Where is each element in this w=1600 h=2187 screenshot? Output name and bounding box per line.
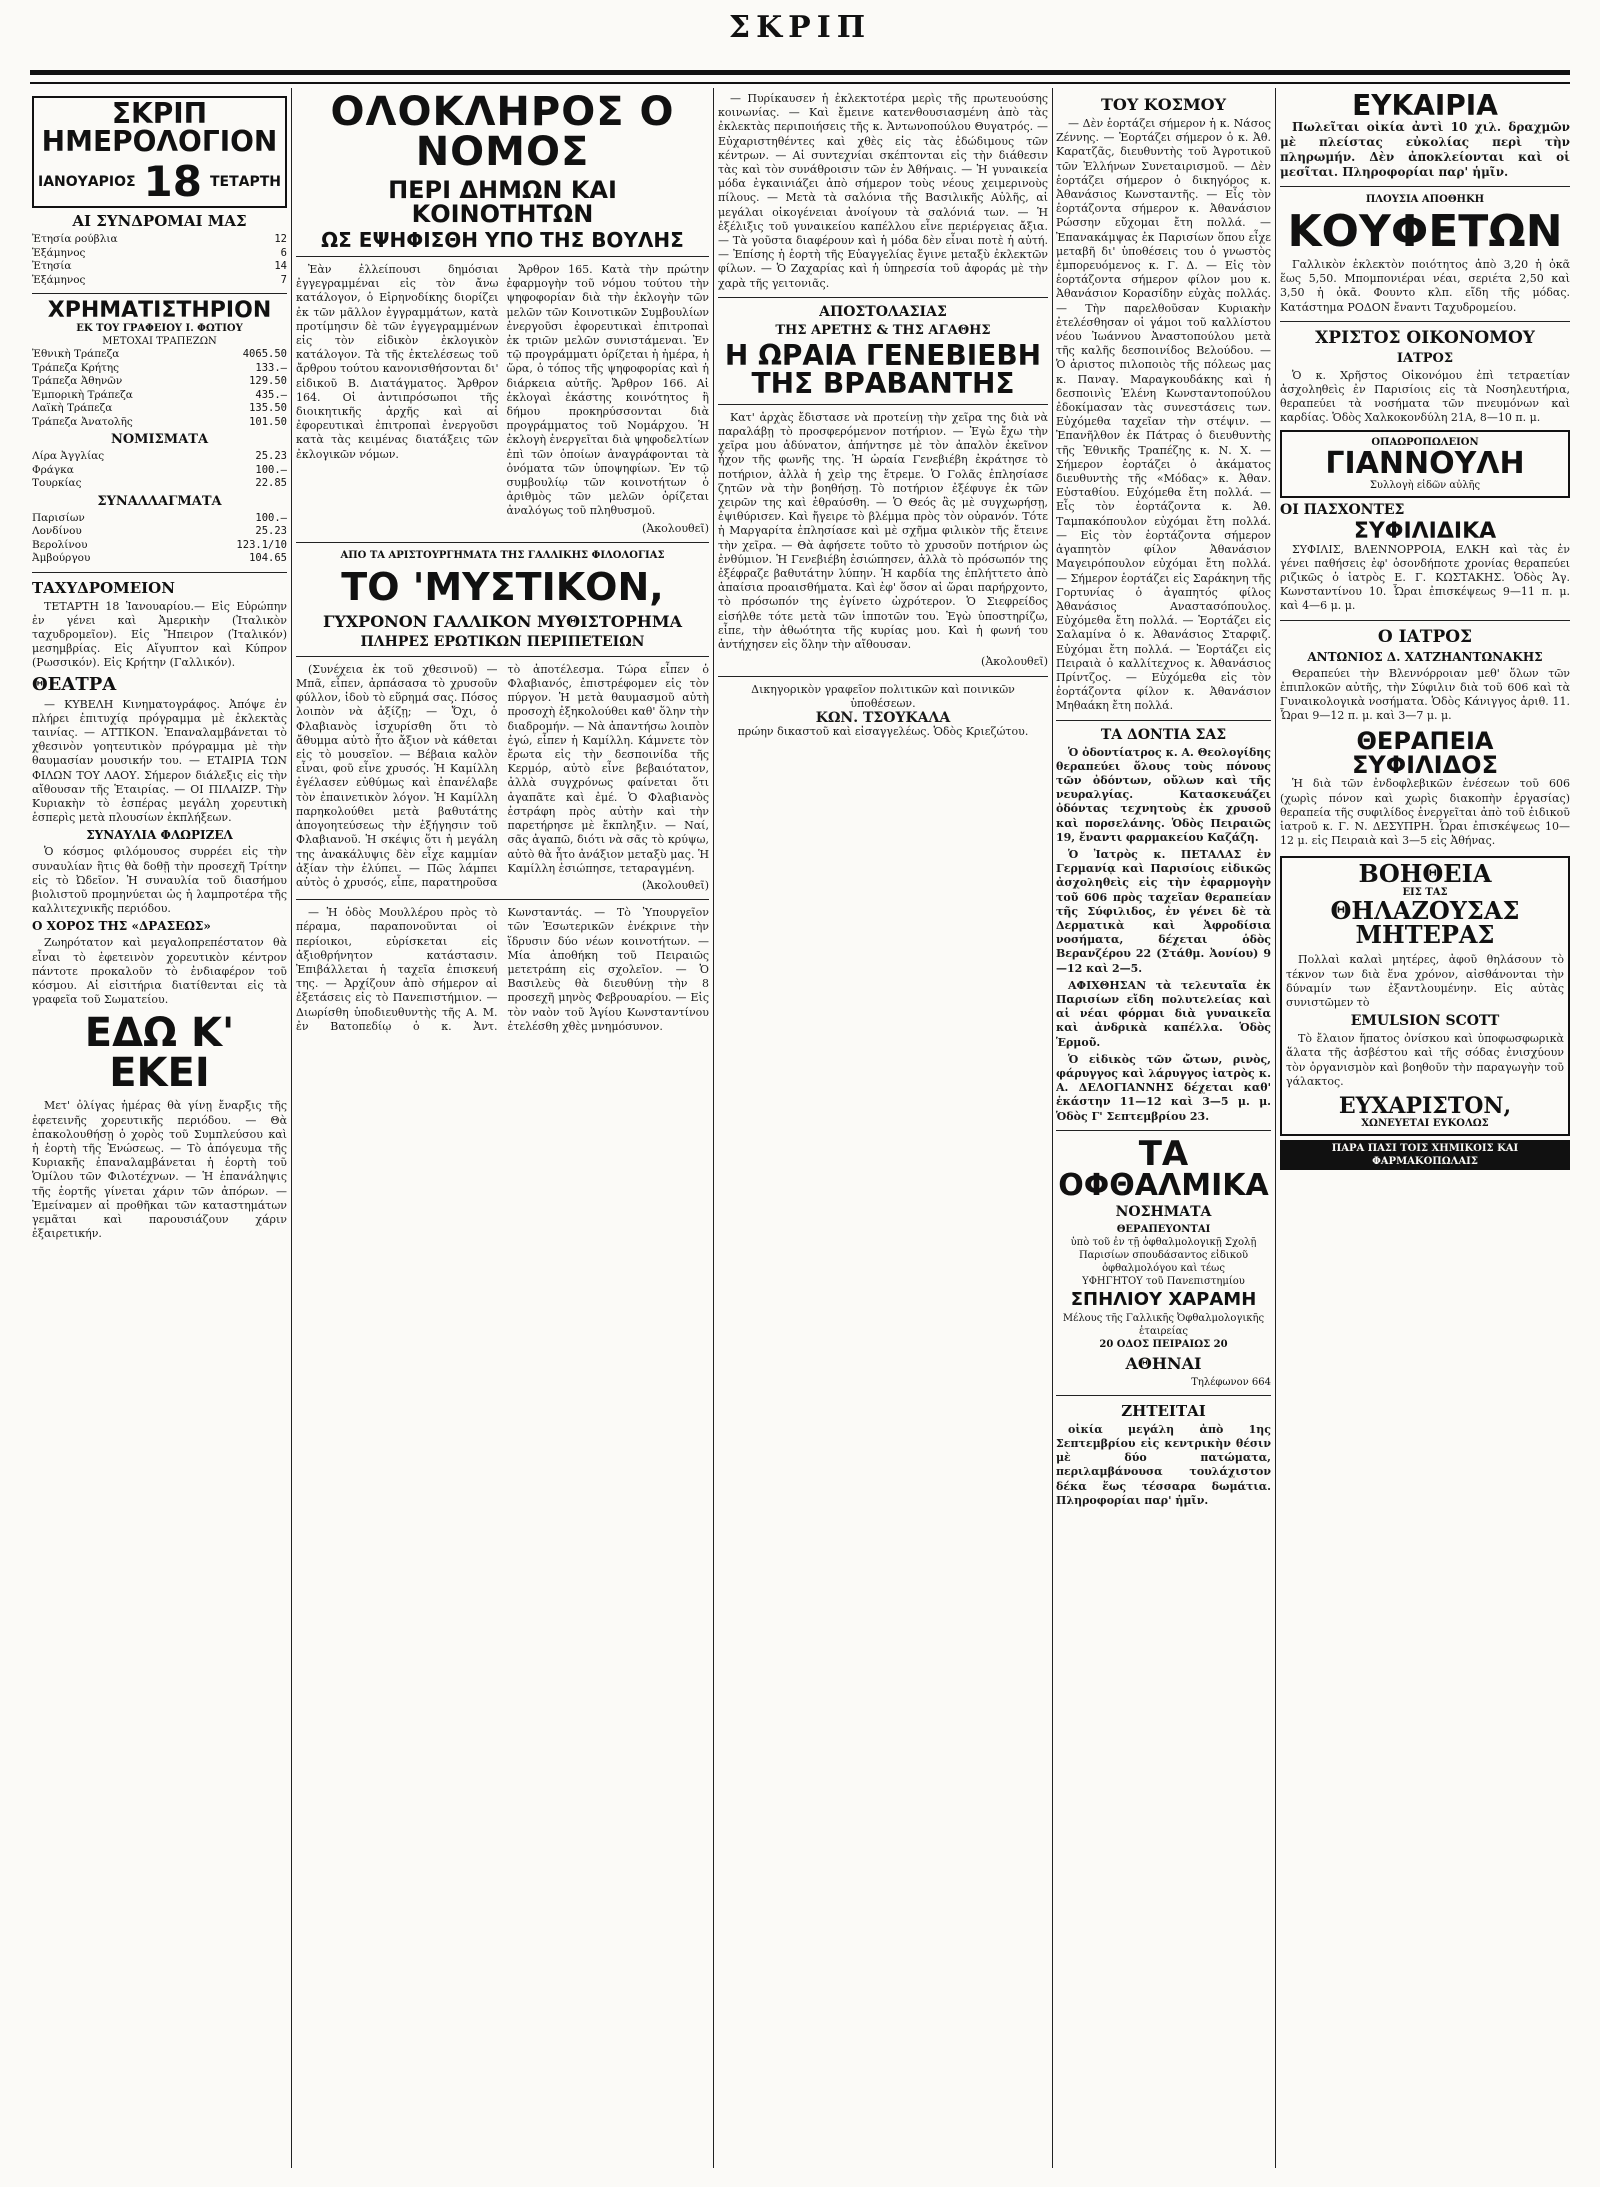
teeth-ad-text: Ὁ ὀδοντίατρος κ. Α. Θεολογίδης θεραπεύει ὅλους τοὺς πόνους τῶν ὀδόντων, οὔλων καὶ τῆς νευραλγίας. Κατασκευάζει ὀδόντας τεχνητοὺς ἐκ χρυσοῦ καὶ πορσελάνης. Ὁδὸς Πειραιῶς 19, ἔναντι φαρμακείου Καζάζη.: [1056, 745, 1271, 844]
doctor2-text: Θεραπεύει τὴν Βλεννόρροιαν μεθ' ὅλων τῶν ἐπιπλοκῶν αὐτῆς, τὴν Σύφιλιν διὰ τοῦ 606 καὶ τὰ Γυναικολογικὰ νοσήματα. Ὁδὸς Κάνιγγος ἀριθ. 11. Ὧραι 9—12 π. μ. καὶ 3—7 μ. μ.: [1280, 666, 1570, 723]
news-text: — Ἡ ὁδὸς Μουλλέρου πρὸς τὸ πέραμα, παραπονοῦνται οἱ περίοικοι, εὑρίσκεται εἰς ἀξιοθρήνητον κατάστασιν. Ἐπιβάλλεται ἡ ταχεῖα ἐπισκευή της. — Ἀρχίζουν ἀπὸ σήμερον αἱ ἐξετάσεις εἰς τὸ Πανεπιστήμιον. — Διωρίσθη ὑποδιευθυντὴς τῆς Α. Μ. ἐν Βατοπεδίῳ ὁ κ. Ἀντ. Κωνσταντάς. — Τὸ Ὑπουργεῖον τῶν Ἐσωτερικῶν ἐνέκρινε τὴν ἵδρυσιν δύο νέων κοινοτήτων. — Μία ἀποθήκη τοῦ Πειραιῶς μετετράπη εἰς σχολεῖον. — Ὁ Βασιλεὺς θὰ διευθύνῃ τὴν 8 προσεχῆ μηνὸς Φεβρουαρίου. — Εἰς τὸν ναὸν τοῦ Ἁγίου Κωνσταντίνου ἐτελέσθη χθὲς μνημόσυνον.: [296, 906, 709, 1033]
help-text: Πολλαὶ καλαὶ μητέρες, ἀφοῦ θηλάσουν τὸ τέκνον των διὰ ἕνα χρόνον, αἰσθάνονται τὴν δύναμίν των ἐξαντλουμένην. Εἰς αὐτὰς συνιστῶμεν τὸ: [1286, 953, 1564, 1010]
arrivals-ad-text: ΑΦΙΧΘΗΣΑΝ τὰ τελευταῖα ἐκ Παρισίων εἴδη πολυτελείας καὶ αἱ νέαι φόρμαι διὰ γυναικεῖα καὶ ἀνδρικὰ καπέλλα. Ὁδὸς Ἑρμοῦ.: [1056, 978, 1271, 1049]
subscription-row: Ἑξάμηνος 7: [32, 273, 287, 286]
help-text-2: Τὸ ἔλαιον ἥπατος ὀνίσκου καὶ ὑποφωσφωρικὰ ἅλατα τῆς ἀσβέστου καὶ τῆς σόδας ἐνισχύουν τὸν ὀργανισμὸν καὶ βοηθοῦν τὴν παραγωγὴν τοῦ γάλακτος.: [1286, 1032, 1564, 1088]
serial-title: ΤΟ 'ΜΥΣΤΙΚΟΝ,: [341, 564, 664, 609]
exchange-row: Τράπεζα Ἀνατολῆς 101.50: [32, 415, 287, 428]
doctor1-text: Ὁ κ. Χρῆστος Οἰκονόμου ἐπὶ τετραετίαν ἀσχοληθεὶς ἐν Παρισίοις εἰς τὰ Νοσηλευτήρια, θεραπεύει τὰ νοσήματα τῶν πνευμόνων καὶ καρδίας. Ὁδὸς Χαλκοκονδύλη 21Α, 8—10 π. μ.: [1280, 368, 1570, 425]
law-text-b: Ἄρθρον 165. Κατὰ τὴν πρώτην ἐφαρμογὴν τοῦ νόμου τούτου τὴν ψηφοφορίαν διὰ τὴν ἐκλογὴν τῶν μελῶν τῶν Κοινοτικῶν Συμβουλίων ἐνεργοῦσι ἐφορευτικαὶ ἐπιτροπαὶ ἐκ τριῶν μελῶν συνιστάμεναι. Ἐν τῷ προγράμματι ὁρίζεται ἡ ἡμέρα, ἡ ὥρα, ὁ τόπος τῆς ψηφοφορίας καὶ ἡ διάρκεια αὐτῆς. Ἄρθρον 166. Αἱ ἐκλογαὶ ἑκάστης κοινότητος ἢ δήμου προκηρύσσονται διὰ προγράμματος τοῦ Νομάρχου. Ἡ ἐκλογὴ ἐνεργεῖται διὰ ψηφοδελτίων ἐπὶ τῶν ὁποίων ἀναγράφονται τὰ ὀνόματα τῶν ὑποψηφίων. Ἐν τῷ συμβουλίῳ τῶν κοινοτήτων ὁ ἀριθμὸς τῶν μελῶν ὁρίζεται ἀναλόγως τοῦ πληθυσμοῦ. (Ἀκολουθεῖ): [506, 263, 709, 535]
post-text: ΤΕΤΑΡΤΗ 18 Ἰανουαρίου.— Εἰς Εὐρώπην ἐν γένει καὶ Ἀμερικὴν (Ἰταλικὸν ταχυδρομεῖον). Εἰς Ἤπειρον (Ἰταλικόν) μεσημβρίας. Εἰς Αἴγυπτον καὶ Κύπρον (Ρωσσικόν). Εἰς Κρήτην (Γαλλικόν).: [32, 599, 287, 670]
edo-text: Μετ' ὀλίγας ἡμέρας θὰ γίνῃ ἔναρξις τῆς ἐφετεινῆς χορευτικῆς περιόδου. — Θὰ ἐπακολουθήσῃ ὁ χορὸς τοῦ Συμπλεύσου καὶ ἡ ἑορτὴ τῆς Ἑνώσεως. — Τὸ ἀπόγευμα τῆς Κυριακῆς ἐπαναλαμβάνεται ἡ ἑορτὴ τοῦ Ὁμίλου τῶν Φιλοτέχνων. — Ἡ ἐπανάληψις τῆς ἑορτῆς γίνεται χάριν τῶν ἀπόρων. — Ἐμείναμεν αἱ προθῆκαι τῶν καταστημάτων γεμᾶται καὶ παρουσιάζουν χάριν ἐξαιρετικήν.: [32, 1099, 287, 1241]
eukairia-title: ΕΥΚΑΙΡΙΑ: [1352, 92, 1498, 122]
ophthalmic-sub: Μέλους τῆς Γαλλικῆς Ὀφθαλμολογικῆς ἑταιρείας: [1062, 1312, 1265, 1337]
doctor2-name: ΑΝΤΩΝΙΟΣ Δ. ΧΑΤΖΗΑΝΤΩΝΑΚΗΣ: [1307, 649, 1543, 664]
law-headline-3: ΩΣ ΕΨΗΦΙΣΘΗ ΥΠΟ ΤΗΣ ΒΟΥΛΗΣ: [321, 228, 684, 252]
help-title-3: ΘΗΛΑΖΟΥΣΑΣ: [1330, 896, 1520, 926]
pharmacy-title: ΓΙΑΝΝΟΥΛΗ: [1325, 445, 1525, 481]
petalas-ad-text: Ὁ Ἰατρὸς κ. ΠΕΤΑΛΑΣ ἐν Γερμανίᾳ καὶ Παρισίοις εἰδικῶς ἀσχοληθεὶς εἰς τὴν ἐφαρμογὴν τοῦ 606 πρὸς ταχεῖαν θεραπείαν τῆς Σύφιλιδος, ἐν γένει δὲ τὰ Δερματικὰ καὶ Ἀφροδίσια νοσήματα, δέχεται ὁδὸς Βερανζέρου 22 (Στάθμ. Ἀονίου) 9—12 καὶ 2—5.: [1056, 847, 1271, 975]
koufeta-title: ΚΟΥΦΕΤΩΝ: [1287, 206, 1563, 257]
column-society: [1056, 92, 1271, 2167]
wanted-title: ΖΗΤΕΙΤΑΙ: [1121, 1401, 1206, 1420]
law-office-address: πρώην δικαστοῦ καὶ εἰσαγγελέως. Ὁδὸς Κριεζώτου.: [737, 725, 1029, 739]
exchange2-row: Βερολίνου 123.1/10: [32, 538, 287, 551]
exchange-sub: ΕΚ ΤΟΥ ΓΡΑΦΕΙΟΥ Ι. ΦΩΤΙΟΥ: [76, 323, 243, 334]
serial-end: (Ἀκολουθεῖ): [642, 878, 709, 892]
exchange-row: Τράπεζα Ἀθηνῶν 129.50: [32, 375, 287, 387]
exchange-row: Ἐμπορικὴ Τράπεζα 435.—: [32, 388, 287, 401]
law-end: (Ἀκολουθεῖ): [642, 521, 709, 535]
calendar-date: [38, 157, 281, 206]
story-text: Κατ' ἀρχὰς ἔδιστασε νὰ προτείνῃ τὴν χεῖρα της διὰ νὰ παραλάβῃ τὸ προσφερόμενον ποτήριον. — Ἐγὼ ἔχω τὴν χεῖρα μου ἀδύνατον, ἀπήντησε μὲ τὸν ἀπαλὸν ἐκεῖνον ἦχον τῆς φωνῆς της. Ἡ ὡραία Γενεβιέβη ἐκράτησε τὸ ποτήριον, ἀλλὰ ἡ χεὶρ της ἔτρεμε. Ὁ Γολᾶς ἐπλησίασε ζητῶν νὰ τὴν βοηθήσῃ. Τὸ ποτήριον ἐξέφυγε ἐκ τῶν χειρῶν της καὶ ἐθραύσθη. — Ὁ Θεός ἂς μὲ συγχωρήσῃ, ἐψιθύρισεν. Καὶ ἤγειρε τὸ βλέμμα πρὸς τὸν οὐρανόν. Τότε ἡ Μαργαρίτα ἐπλησίασε καὶ μὲ σχῆμα φιλικὸν τῆς ἔτεινε τὴν χεῖρα. — Θὰ ἀφήσετε τοῦτο τὸ χρυσοῦν ποτήριον ὡς ἐνθύμιον. Ἡ Γενεβιέβη ἐσιώπησεν, ἀλλὰ τὸ πρόσωπόν της ἐξέφραζε βαθυτάτην λύπην. Ἡ καρδία της ἐπλήττετο ἀπὸ ἀπαίσια προαισθήματα. Καὶ ἐφ' ὅσον αἱ ὥραι παρήρχοντο, τὸ πρόσωπόν της ἐγίνετο ὠχρότερον. Ὁ Σιεφρείδος εἰσήλθε τότε μετὰ τῶν ἱπποτῶν του. Ἐγὼ ὑποστηρίζω, εἶπε, τὴν ἀθωότητα τῆς κυρίας μου. Καὶ ἡ φωνή του ἀντήχησεν εἰς ὅλην τὴν αἴθουσαν. (Ἀκολουθεῖ): [718, 410, 1048, 669]
eux-title: ΕΥΧΑΡΙΣΤΟΝ,: [1338, 1093, 1512, 1120]
serial-sub-1: ΓΥΧΡΟΝΟΝ ΓΑΛΛΙΚΟΝ ΜΥΘΙΣΤΟΡΗΜΑ: [322, 611, 683, 631]
column-law: [296, 92, 709, 2167]
serial-sub-2: ΠΛΗΡΕΣ ΕΡΩΤΙΚΩΝ ΠΕΡΙΠΕΤΕΙΩΝ: [360, 633, 645, 650]
column-divider: [1052, 88, 1053, 2168]
concert-text: Ὁ κόσμος φιλόμουσος συρρέει εἰς τὴν συναυλίαν ἣτις θὰ δοθῇ τὴν προσεχῆ Τρίτην εἰς τὸ Ὠδεῖον. Ἡ συναυλία τοῦ διασήμου βιολιστοῦ προμηνύεται ὡς ἡ λαμπροτέρα τῆς καλλιτεχνικῆς περιόδου.: [32, 845, 287, 916]
wanted-text: οἰκία μεγάλη ἀπὸ 1ης Σεπτεμβρίου εἰς κεντρικὴν θέσιν μὲ δύο πατώματα, περιλαμβάνουσα τουλάχιστον δέκα ἕως τέσσαρα δωμάτια. Πληροφορίαι παρ' ἡμῖν.: [1056, 1422, 1271, 1507]
col3-top-text: — Πυρίκαυσεν ἡ ἐκλεκτοτέρα μερὶς τῆς πρωτευούσης κοινωνίας. — Καὶ ἔμεινε κατενθουσιασμένη ἀπὸ τὰς ἐκλεκτὰς περιποιήσεις τῆς κ. Ἀντωνοπούλου Θυγατρός. — Εὐχαριστηθέντες καὶ χθὲς εἰς τὰς ἐδώδιμους τῶν κέντρων. — Αἱ συντεχνίαι σκέπτονται εἰς τὴν διάθεσιν τὰς καὶ τὸν συνάθροισιν τῶν ἐν Ἀθήναις. — Ἡ γυναικεία μόδα ἐγκαινιάζει ἀπὸ σήμερον τοὺς νέους χειμερινοὺς πίλους. — Μετὰ τὰ σαλόνια τῆς Βασιλικῆς Αὐλῆς, αἱ μεγάλαι οἰκογένειαι ἀνοίγουν τὰ σαλόνιά των. — Ἡ ἑξέλιξις τοῦ γυναικείου καπέλλου εἶνε περιέργειας ἄξια. — Τὰ γοῦστα διαφέρουν καὶ ἡ μόδα δὲν εἶναι ποτὲ ἡ αὐτή. — Ἐπίσης ἡ ἑορτὴ τῆς Εὐαγγελίας ἔγινε μεταξὺ ἐκλεκτῶν φίλων. — Ὁ Ζαχαρίας καὶ ἡ ὑπηρεσία τοῦ ἀφοράς μὲ τὴν χαρὰ τῆς γειτονιᾶς.: [718, 92, 1048, 290]
theatres-title: ΘΕΑΤΡΑ: [32, 673, 117, 695]
therapy-text: Ἡ διὰ τῶν ἐνδοφλεβικῶν ἐνέσεων τοῦ 606 (χωρὶς πόνον καὶ χωρὶς διακοπὴν ἐργασίας) θεραπεία τῆς συφιλίδος ἐνεργεῖται ἀπὸ τοῦ ἐιδικοῦ ἰατροῦ κ. Γ. Ν. ΔΕΣΥΠΡΗ. Ὧραι ἐπισκέψεως 10—12 μ. εἰς Πειραιὰ καὶ 3—5 εἰς Ἀθήνας.: [1280, 777, 1570, 848]
society-title: ΤΟΥ ΚΟΣΜΟΥ: [1100, 95, 1227, 114]
currency-title: ΝΟΜΙΣΜΑΤΑ: [110, 432, 209, 447]
column-divider: [713, 88, 714, 2168]
pharmacy-box: [1280, 430, 1570, 498]
column-divider: [291, 88, 292, 2168]
syph-title-2: ΣΥΦΙΛΙΔΙΚΑ: [1353, 518, 1497, 544]
subscriptions-table: [32, 233, 287, 287]
currency-row: Φράγκα 100.—: [32, 463, 287, 476]
pharmacy-sub: Συλλογὴ εἰδῶν αὐλῆς: [1369, 479, 1481, 491]
apost-title-1: ΑΠΟΣΤΟΛΑΣΙΑΣ: [819, 303, 947, 320]
law-columns: [296, 263, 709, 536]
ophthalmic-tel: Τηλέφωνον 664: [1191, 1376, 1271, 1388]
help-title-2: ΕΙΣ ΤΑΣ: [1402, 887, 1448, 899]
exchange-row: Ἐθνικὴ Τράπεζα 4065.50: [32, 348, 287, 360]
ophthalmic-role: ΥΦΗΓΗΤΟΥ τοῦ Πανεπιστημίου: [1082, 1275, 1245, 1287]
help-brand: EMULSION SCOTT: [1350, 1013, 1500, 1030]
exchange2-row: Παρισίων 100.—: [32, 511, 287, 524]
syph-text: ΣΥΦΙΛΙΣ, ΒΛΕΝΝΟΡΡΟΙΑ, ΕΛΚΗ καὶ τὰς ἐν γένει παθήσεις ἐφ' ὁσονδήποτε χρονίας θεραπεύει ριζικῶς ὁ ἰατρὸς Ε. Γ. ΚΩΣΤΑΚΗΣ. Ὁδὸς Ἁγ. Κωνσταντίνου 10. Ὧραι ἐπισκέψεως 9—11 π. μ. καὶ 4—6 μ. μ.: [1280, 542, 1570, 613]
therapy-title-2: ΣΥΦΙΛΙΔΟΣ: [1352, 751, 1498, 780]
eukairia-text: Πωλεῖται οἰκία ἀντὶ 10 χιλ. δραχμῶν μὲ πλείστας εὐκολίας περὶ τὴν πληρωμήν. Δὲν ἀποκλείονται καὶ οἱ μεσῖται. Πληροφορίαι παρ' ἡμῖν.: [1280, 120, 1570, 179]
law-office-name: ΚΩΝ. ΤΣΟΥΚΑΛΑ: [815, 709, 951, 726]
ophthalmic-title-1: ΤΑ: [1138, 1133, 1189, 1174]
ent-ad-text: Ὁ εἰδικὸς τῶν ὤτων, ρινὸς, φάρυγγος καὶ λάρυγγος ἰατρὸς κ. Α. ΔΕΛΟΓΙΑΝΝΗΣ δέχεται καθ' ἑκάστην 11—12 καὶ 3—5 μ. μ. Ὁδὸς Γ' Σεπτεμβρίου 23.: [1056, 1052, 1271, 1123]
story-title-1: Η ΩΡΑΙΑ ΓΕΝΕΒΙΕΒΗ: [724, 338, 1042, 372]
syph-title-1: ΟΙ ΠΑΣΧΟΝΤΕΣ: [1280, 501, 1405, 518]
ophthalmic-text: ὑπὸ τοῦ ἐν τῇ ὀφθαλμολογικῇ Σχολῇ Παρισίων σπουδάσαντος εἰδικοῦ ὀφθαλμολόγου καὶ τέως: [1070, 1236, 1257, 1274]
exchange2-title: ΣΥΝΑΛΛΑΓΜΑΤΑ: [97, 493, 222, 509]
masthead-rule-thin: [30, 82, 1570, 84]
apost-title-2: ΤΗΣ ΑΡΕΤΗΣ & ΤΗΣ ΑΓΑΘΗΣ: [775, 322, 991, 338]
ophthalmic-address: 20 ΟΔΟΣ ΠΕΙΡΑΙΩΣ 20: [1099, 1338, 1228, 1350]
exchange-row: Λαϊκὴ Τράπεζα 135.50: [32, 402, 287, 414]
doctor1-name: ΧΡΙΣΤΟΣ ΟΙΚΟΝΟΜΟΥ: [1315, 327, 1535, 348]
currency-row: Λίρα Ἀγγλίας 25.23: [32, 450, 287, 462]
law-office-ad: [718, 683, 1048, 740]
calendar-weekday: ΤΕΤΑΡΤΗ: [209, 174, 281, 190]
subscription-row: Ἐτησία 14: [32, 260, 287, 272]
eux-sub: ΧΩΝΕΥΕΤΑΙ ΕΥΚΟΛΩΣ: [1361, 1118, 1489, 1130]
dance-text: Ζωηρότατον καὶ μεγαλοπρεπέστατον θὰ εἶναι τὸ ἐφετεινὸν χορευτικὸν κέντρον πάντοτε προκαλοῦν τὸ ἐνδιαφέρον τοῦ κόσμου. Αἱ εἰσιτήρια διατίθενται εἰς τὰ γραφεῖα τοῦ Σωματείου.: [32, 936, 287, 1007]
ophthalmic-title-4: ΘΕΡΑΠΕΥΟΝΤΑΙ: [1116, 1223, 1211, 1235]
masthead: [30, 8, 1570, 66]
masthead-rule: [30, 70, 1570, 75]
column-story: [718, 92, 1048, 2167]
serial-kicker: ΑΠΟ ΤΑ ΑΡΙΣΤΟΥΡΓΗΜΑΤΑ ΤΗΣ ΓΑΛΛΙΚΗΣ ΦΙΛΟΛΟΓΙΑΣ: [340, 549, 665, 561]
calendar-month: ΙΑΝΟΥΑΡΙΟΣ: [38, 174, 136, 190]
exchange2-table: [32, 512, 287, 566]
theatres-text: — ΚΥΒΕΛΗ Κινηματογράφος. Ἀπόψε ἐν πλήρει ἐπιτυχίᾳ πρόγραμμα μὲ ἐκλεκτὰς ταινίας. — ΑΤΤΙΚΟΝ. Ἐπαναλαμβάνεται τὸ χθεσινὸν γοητευτικὸν πρόγραμμα μὲ τὴν θαυμασίαν μουσικήν του. — ΕΤΑΙΡΙΑ ΤΩΝ ΦΙΛΩΝ ΤΟΥ ΛΑΟΥ. Σήμερον διάλεξις εἰς τὴν αἴθουσαν τῆς Ἑταιρίας. — ΟΙ ΠΙΛΑΙΖΡ. Τὴν Κυριακὴν τὸ ἑσπέρας μεγάλη χορευτικὴ ἑσπερὶς μετὰ πλουσίων ἐκπλήξεων.: [32, 697, 287, 825]
koufeta-kicker: ΠΛΟΥΣΙΑ ΑΠΟΘΗΚΗ: [1365, 194, 1485, 205]
law-headline-1: ΟΛΟΚΛΗΡΟΣ Ο ΝΟΜΟΣ: [330, 92, 675, 175]
subscriptions-title: ΑΙ ΣΥΝΔΡΟΜΑΙ ΜΑΣ: [72, 212, 247, 230]
column-calendar: [32, 92, 287, 2167]
story-title-2: ΤΗΣ ΒΡΑΒΑΝΤΗΣ: [751, 366, 1015, 400]
calendar-title: ΣΚΡΙΠ ΗΜΕΡΟΛΟΓΙΟΝ: [41, 97, 278, 158]
koufeta-text: Γαλλικὸν ἐκλεκτὸν ποιότητος ἀπὸ 3,20 ἡ ὀκᾶ ἕως 5,50. Μπομπονιέραι νέαι, σεριέτα 2,50 καὶ 3,50 ἡ ὀκᾶ. Φουντο κλπ. εἴδη τῆς μόδας. Κατάστημα ΡΟΔΟΝ ἔναντι Ταχυδρομείου.: [1280, 258, 1570, 314]
ophthalmic-title-3: ΝΟΣΗΜΑΤΑ: [1115, 1203, 1212, 1220]
exchange-table: [32, 348, 287, 429]
therapy-title-1: ΘΕΡΑΠΕΙΑ: [1356, 727, 1494, 756]
pharmacy-kicker: ΟΠΑΩΡΟΠΩΛΕΙΟΝ: [1371, 436, 1479, 448]
subscription-row: Ἑξάμηνος 6: [32, 246, 287, 259]
help-mothers-ad: [1280, 856, 1570, 1136]
exchange-title: ΧΡΗΜΑΤΙΣΤΗΡΙΟΝ: [47, 298, 272, 323]
help-title-1: ΒΟΗΘΕΙΑ: [1358, 859, 1492, 889]
law-text-a: Ἐὰν ἐλλείπουσι δημόσιαι ἐγγεγραμμέναι εἰς τὸν ἄνω κατάλογον, ὁ Εἰρηνοδίκης διορίζει ἐκ τῶν μᾶλλον ἐγγραμμάτων, κατὰ προτίμησιν δὲ τῶν ἐγγεγραμμένων εἰς τὸν εἰδικὸν ἐκλογικὸν κατάλογον. Τὰ τῆς ἐκτελέσεως τοῦ ἄρθρου τούτου κανονισθήσονται δι' εἰδικοῦ Β. Διατάγματος. Ἄρθρον 164. Οἱ ἀντιπρόσωποι τῆς διοικητικῆς ἀρχῆς καὶ αἱ ἐφορευτικαὶ ἐπιτροπαὶ ἐνεργοῦσι κατὰ τὰς κειμένας διατάξεις τῶν ἐκλογικῶν νόμων.: [296, 263, 499, 461]
doctor1-role: ΙΑΤΡΟΣ: [1396, 350, 1454, 366]
ophthalmic-title-2: ΟΦΘΑΛΜΙΚΑ: [1058, 1167, 1269, 1203]
ophthalmic-city: ΑΘΗΝΑΙ: [1125, 1353, 1202, 1373]
edo-title: ΕΔΩ Κ' ΕΚΕΙ: [84, 1010, 235, 1097]
concert-title: ΣΥΝΑΥΛΙΑ ΦΛΩΡΙΖΕΛ: [86, 828, 233, 843]
teeth-ad-title: ΤΑ ΔΟΝΤΙΑ ΣΑΣ: [1100, 726, 1227, 743]
exchange-row: Τράπεζα Κρήτης 133.—: [32, 361, 287, 374]
calendar-day: 18: [143, 157, 202, 206]
doctor2-role: Ο ΙΑΤΡΟΣ: [1377, 626, 1473, 647]
serial-text: (Συνέχεια ἐκ τοῦ χθεσινοῦ) — Μπᾶ, εἶπεν, ἀρπάσασα τὸ χρυσοῦν φύλλον, ἰδοὺ τὸ εὕρημά σας. Πόσος λοιπὸν νὰ ἀξίζῃ; — Ὄχι, ὁ Φλαβιανὸς ἰσχυρίσθη ὅτι τὸ ἄθυμμα αὐτὸ ἦτο ἄξιον νὰ κάθεται εἰς τὸ μουσεῖον. — Βέβαια καλὸν εἶναι, φοῦ εἶνε χρυσός. Ἡ Καμίλλη ἐγέλασεν εὐθύμως καὶ ἐπανέλαβε τὸν ἐπαινετικὸν λόγον. Ἡ Καμίλλη παρηκολούθει μετὰ βαθυτάτης ἀπογοητεύσεως τὴν ἐξήγησιν τοῦ Φλαβιανοῦ. Ἡ σκέψις ὅτι ἡ μεγάλη της ἀνακάλυψις δὲν εἶχε καμμίαν ἀξίαν τὴν ἐλύπει. — Πῶς λάμπει αὐτὸς ὁ χρυσός, εἶπε, παρατηροῦσα τὸ ἀποτέλεσμα. Τώρα εἶπεν ὁ Φλαβιανός, ἐπιστρέφομεν εἰς τὸν πύργον. Ἡ μετὰ θαυμασμοῦ αὐτὴ προσοχὴ ἐξηκολούθει καθ' ὅλην τὴν διαδρομήν. — Νὰ ἀπαντήσω λοιπὸν ἐγώ, εἶπεν ἡ Καμίλλη. Κάμνετε τὸν ἔρωτα εἰς τὴν δεσποινίδα τῆς Κερμόρ, αὐτὸ εἶνε βεβαιότατον, ἀλλὰ συγχρόνως φαίνεται ὅτι ἀγαπᾶτε καὶ ἐμέ. Ὁ Φλαβιανὸς ἐστράφη πρὸς αὐτὴν καὶ τὴν παρετήρησε μὲ ἔκπληξιν. — Ναί, σᾶς ἀγαπῶ, διότι νὰ σᾶς τὸ κρύψω, αὐτὸ θὰ ἦτο ἀνάξιον μεταξὺ μας. Ἡ Καμίλλη ἐσιώπησε, τεταραγμένη. (Ἀκολουθεῖ): [296, 662, 709, 892]
ophthalmic-ad: [1056, 1133, 1271, 1389]
ophthalmic-name: ΣΠΗΛΙΟΥ ΧΑΡΑΜΗ: [1070, 1288, 1257, 1310]
exchange-sub2: ΜΕΤΟΧΑΙ ΤΡΑΠΕΖΩΝ: [102, 336, 217, 347]
masthead-title: ΣΚΡΙΠ: [728, 10, 872, 45]
society-text: — Δὲν ἑορτάζει σήμερον ἡ κ. Νάσος Ζέννης. — Ἑορτάζει σήμερον ὁ κ. Ἀθ. Καρατζᾶς, διευθυντὴς τοῦ Ἀγροτικοῦ τῶν Ἑλλήνων Συνεταιρισμοῦ. — Δὲν ἑορτάζει σήμερον ὁ δικηγόρος κ. Ἀθανάσιος Κωνσταντῆς. — Εἶς τὸν ἑορτάζοντα σήμερον κ. Ἀθανάσιον Ρώσσην εὔχομαι ἔτη πολλά. — Ἐπανακάμψας ἐκ Παρισίων ὅπου εἶχε μεταβῆ δι' ὑποθέσεις του ὁ γνωστὸς ἐμπορευόμενος κ. Γ. Δ. — Εἰς τὸν ἑορτάζοντα σήμερον φίλον μου κ. Ἀθανάσιον Κορασίδην εὐχὰς πολλάς. — Τὴν παρελθοῦσαν Κυριακὴν ἐτελέσθησαν οἱ γάμοι τοῦ καλλίστου νέου Ἰωάννου Ἀναστοπούλου μετὰ τῆς καλῆς δεσποινίδος Βελούδου. — Ὁ ἀριστος πιλοποιὸς τῆς πόλεως μας κ. Παναγ. Μαραγκουδάκης καὶ ἡ δεσποινὶς Ἑλένη Κωνσταντοπούλου ἐδοκίμασαν τὰς συνεστάσεις των. Εὐχόμεθα ταχεῖαν τὴν στέψιν. — Ἐπανῆλθον ἐκ Πάτρας ὁ διευθυντὴς τῆς Ἐθνικῆς Τραπέζης κ. Ν. Χ. — Σήμερον ἑορτάζει ὁ ἀκάματος διευθυντὴς τῆς «Μόδας» κ. Ἀθαν. Εὐσταθίου. Εὐχόμεθα ἔτη πολλά. — Εἶς τὸν ἑορτάζοντα κ. Ἀθ. Ταμπακόπουλον εὐχόμαι ἔτη πολλά. — Εἰς τὸν ἑορτάζοντα σήμερον ἀγαπητὸν φίλον Ἀθανάσιον Μαγειρόπουλον εὐχόμαι ἔτη πολλά. — Σήμερον ἑορτάζει εἰς Σαράκηνη τῆς Γορτυνίας ὁ ἀγαπητός φίλος Ἀθανάσιος Αναστασόπουλος. Εὐχόμεθα ἔτη πολλά. — Ἑορτάζει εἰς Σαλαμίνα ὁ κ. Ἀθανάσιος Σταρφιζ. Εὐχόμαι ἔτη πολλά. — Ἑορτάζει εἰς Πειραιὰ ὁ καλλίτεχνος κ. Ἀθανάσιος Πρίντζος. — Εὐχόμεθα εἰς τὸν ἑορτάζοντα φίλον κ. Ἀθανάσιον Μηθαάκη ἔτη πολλά.: [1056, 117, 1271, 713]
post-title: ΤΑΧΥΔΡΟΜΕΙΟΝ: [32, 578, 175, 597]
exchange2-row: Ἀμβούργου 104.65: [32, 552, 287, 564]
law-headline-2: ΠΕΡΙ ΔΗΜΩΝ ΚΑΙ ΚΟΙΝΟΤΗΤΩΝ: [388, 176, 617, 228]
exchange2-row: Λονδίνου 25.23: [32, 525, 287, 537]
calendar-box: [32, 96, 287, 208]
currency-table: [32, 450, 287, 491]
eux-foot: ΠΑΡΑ ΠΑΣΙ ΤΟΙΣ ΧΗΜΙΚΟΙΣ ΚΑΙ ΦΑΡΜΑΚΟΠΩΛΑΙΣ: [1280, 1140, 1570, 1170]
law-office-text: Δικηγορικὸν γραφεῖον πολιτικῶν καὶ ποινικῶν ὑποθέσεων.: [751, 682, 1015, 710]
column-divider: [1275, 88, 1276, 2168]
dance-title: Ο ΧΟΡΟΣ ΤΗΣ «ΔΡΑΣΕΩΣ»: [32, 919, 211, 934]
column-ads: [1280, 92, 1570, 2167]
story-end: (Ἀκολουθεῖ): [981, 655, 1048, 669]
subscription-row: Ἐτησία ρούβλια 12: [32, 233, 287, 245]
help-title-4: ΜΗΤΕΡΑΣ: [1355, 920, 1495, 950]
currency-row: Τουρκίας 22.85: [32, 477, 287, 489]
